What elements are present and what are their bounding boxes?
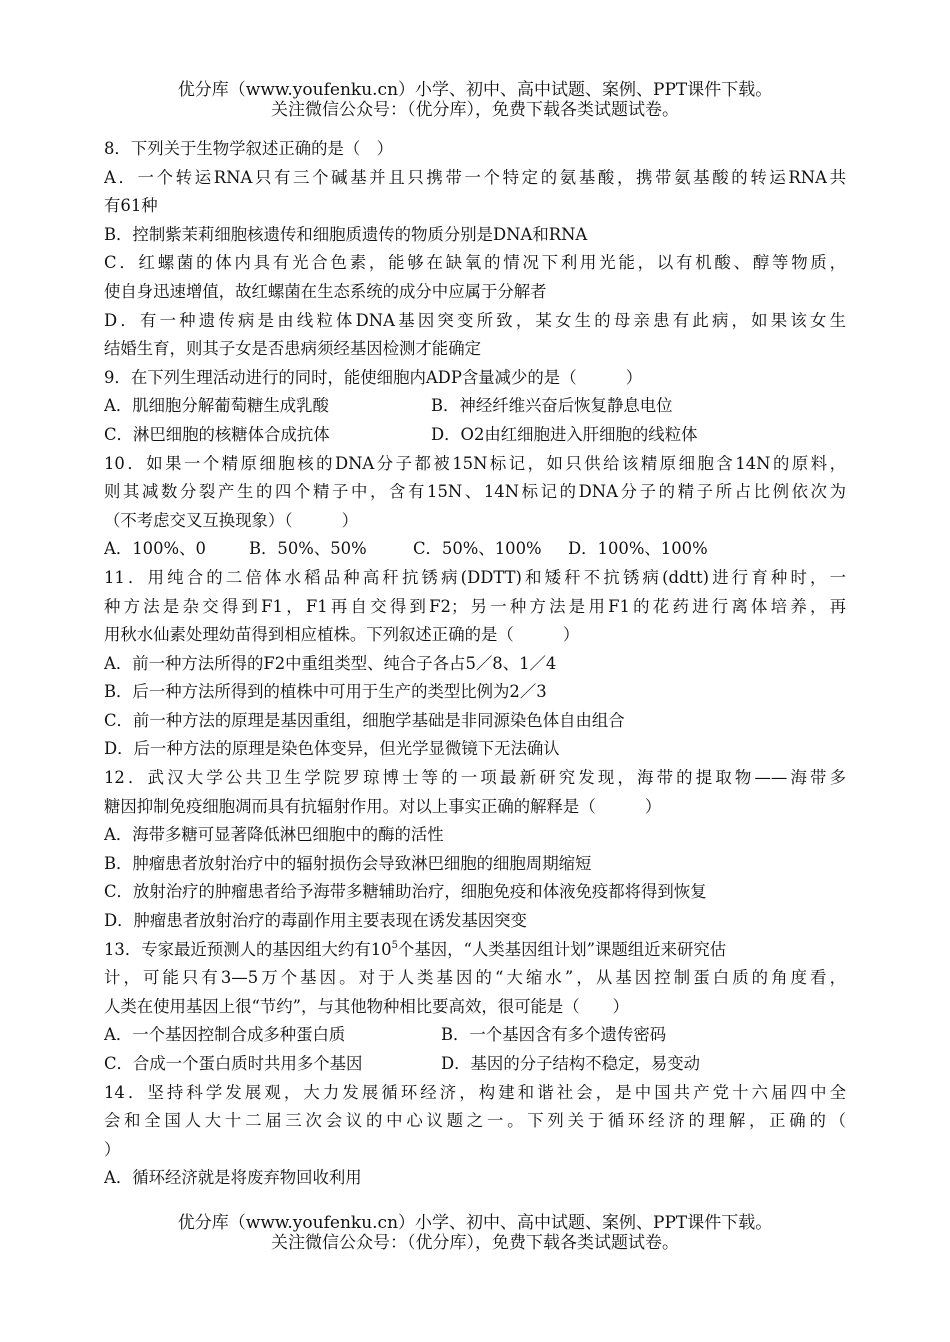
- q14-option-a: A．循环经济就是将废弃物回收利用: [104, 1168, 362, 1188]
- header-line-2: 关注微信公众号：（优分库），免费下载各类试题试卷。: [271, 100, 679, 120]
- q8-option-d-line-1: D．有一种遗传病是由线粒体DNA基因突变所致，某女生的母亲患有此病，如果该女生: [104, 310, 846, 330]
- q10-stem-line-1: 10．如果一个精原细胞核的DNA分子都被15N标记，如只供给该精原细胞含14N的原料，: [104, 453, 846, 473]
- q12-option-b: B．肿瘤患者放射治疗中的辐射损伤会导致淋巴细胞的细胞周期缩短: [104, 853, 592, 873]
- q13-stem-line-1-start: 13．专家最近预测人的基因组大约有10: [104, 939, 392, 959]
- q12-stem-line-1: 12．武汉大学公共卫生学院罗琼博士等的一项最新研究发现，海带的提取物——海带多: [104, 768, 846, 788]
- q14-stem-line-3: ）: [104, 1139, 121, 1159]
- footer-line-2: 关注微信公众号：（优分库），免费下载各类试题试卷。: [271, 1233, 679, 1253]
- footer-line-1: 优分库（www.youfenku.cn）小学、初中、高中试题、案例、PPT课件下载。: [177, 1213, 773, 1233]
- q13-options-row-2: [104, 1050, 846, 1079]
- q9-option-c: C．淋巴细胞的核糖体合成抗体: [104, 424, 330, 444]
- q13-options-row-1: [104, 1021, 846, 1050]
- q13-stem-line-3: 人类在使用基因上很“节约”，与其他物种相比要高效，很可能是（ ）: [104, 996, 629, 1016]
- q10-options-row: [104, 535, 846, 564]
- q12-option-d: D．肿瘤患者放射治疗的毒副作用主要表现在诱发基因突变: [104, 911, 527, 931]
- q11-stem-line-1: 11．用纯合的二倍体水稻品种高秆抗锈病(DDTT)和矮秆不抗锈病(ddtt)进行育种时，一: [104, 567, 846, 587]
- q10-option-d: D．100%、100%: [568, 539, 708, 559]
- page-footer: [0, 1213, 950, 1253]
- q14-stem-line-1: 14．坚持科学发展观，大力发展循环经济，构建和谐社会，是中国共产党十六届四中全: [104, 1082, 846, 1102]
- q13-option-b: B．一个基因含有多个遗传密码: [441, 1025, 667, 1045]
- header-line-1: 优分库（www.youfenku.cn）小学、初中、高中试题、案例、PPT课件下载。: [177, 80, 773, 100]
- q10-option-b: B．50%、50%: [249, 539, 367, 559]
- q9-stem: 9．在下列生理活动进行的同时，能使细胞内ADP含量减少的是（ ）: [104, 367, 643, 387]
- q13-stem-line-2: 计，可能只有3—5万个基因。对于人类基因的“大缩水”，从基因控制蛋白质的角度看，: [104, 968, 846, 988]
- q12-option-c: C．放射治疗的肿瘤患者给予海带多糖辅助治疗，细胞免疫和体液免疫都将得到恢复: [104, 882, 707, 902]
- q14-stem-line-2: 会和全国人大十二届三次会议的中心议题之一。下列关于循环经济的理解，正确的（: [104, 1111, 846, 1131]
- q10-stem-line-2: 则其减数分裂产生的四个精子中，含有15N、14N标记的DNA分子的精子所占比例依次为: [104, 482, 846, 502]
- q8-option-a-line-2: 有61种: [104, 196, 158, 216]
- q11-option-b: B．后一种方法所得到的植株中可用于生产的类型比例为2／3: [104, 682, 547, 702]
- q8-option-a-line-1: A．一个转运RNA只有三个碱基并且只携带一个特定的氨基酸，携带氨基酸的转运RNA共: [104, 167, 846, 187]
- q9-options-row-2: [104, 421, 846, 450]
- q12-stem-line-2: 糖因抑制免疫细胞凋而具有抗辐射作用。对以上事实正确的解释是（ ）: [104, 796, 662, 816]
- q8-option-c-line-2: 使自身迅速增值，故红螺菌在生态系统的成分中应属于分解者: [104, 281, 547, 301]
- q11-option-c: C．前一种方法的原理是基因重组，细胞学基础是非同源染色体自由组合: [104, 710, 625, 730]
- q13-stem-line-1-end: 个基因，“人类基因组计划”课题组近来研究估: [397, 939, 727, 959]
- q8-stem: 8．下列关于生物学叙述正确的是（ ）: [104, 139, 394, 158]
- q12-option-a: A．海带多糖可显著降低淋巴细胞中的酶的活性: [104, 825, 444, 845]
- q8-option-c-line-1: C．红螺菌的体内具有光合色素，能够在缺氧的情况下利用光能，以有机酸、醇等物质，: [104, 253, 846, 273]
- q8-option-d-line-2: 结婚生育，则其子女是否患病须经基因检测才能确定: [104, 339, 481, 359]
- q13-option-c: C．合成一个蛋白质时共用多个基因: [104, 1054, 363, 1073]
- page-header: [0, 80, 950, 120]
- q10-option-a: A．100%、0: [104, 539, 206, 559]
- q9-option-b: B．神经纤维兴奋后恢复静息电位: [431, 396, 673, 416]
- q13-option-a: A．一个基因控制合成多种蛋白质: [104, 1025, 346, 1045]
- q10-option-c: C．50%、100%: [413, 539, 542, 559]
- q11-stem-line-3: 用秋水仙素处理幼苗得到相应植株。下列叙述正确的是（ ）: [104, 625, 580, 645]
- q11-option-a: A．前一种方法所得的F2中重组类型、纯合子各占5／8、1／4: [104, 653, 557, 673]
- question-body: [104, 135, 846, 1193]
- q13-option-d: D．基因的分子结构不稳定，易变动: [441, 1054, 700, 1073]
- q8-option-b: B．控制紫茉莉细胞核遗传和细胞质遗传的物质分别是DNA和RNA: [104, 224, 588, 244]
- q13-stem-line-1: [104, 936, 846, 965]
- q9-options-row-1: [104, 392, 846, 421]
- q11-option-d: D．后一种方法的原理是染色体变异，但光学显微镜下无法确认: [104, 739, 560, 759]
- q9-option-a: A．肌细胞分解葡萄糖生成乳酸: [104, 396, 329, 416]
- q13-exponent: 5: [391, 939, 398, 951]
- q10-stem-line-3: （不考虑交叉互换现象）（ ）: [104, 510, 359, 530]
- q11-stem-line-2: 种方法是杂交得到F1，F1再自交得到F2；另一种方法是用F1的花药进行离体培养，再: [104, 596, 846, 616]
- q9-option-d: D．O2由红细胞进入肝细胞的线粒体: [431, 424, 698, 444]
